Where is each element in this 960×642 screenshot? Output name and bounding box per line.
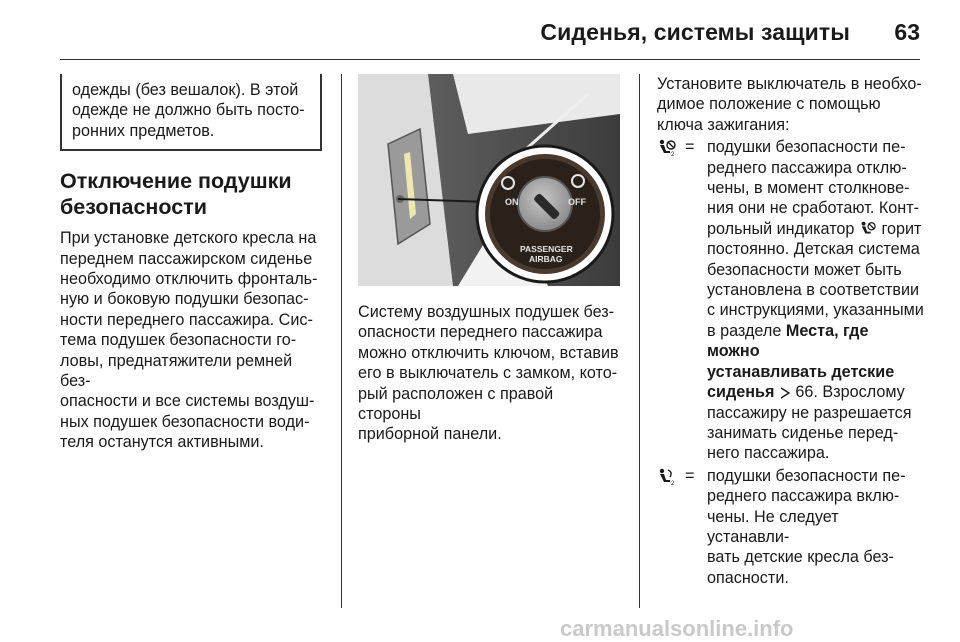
- column-divider-2: [639, 74, 640, 608]
- column-right: [657, 74, 925, 588]
- cross-reference-link[interactable]: Места, где можно: [707, 321, 869, 361]
- text-line: ных подушек безопасности води-: [60, 412, 310, 431]
- text-line: него пассажира.: [707, 444, 830, 463]
- text-line: При установке детского кресла на: [60, 229, 317, 248]
- column-divider-1: [341, 74, 342, 608]
- indicator-description: [707, 466, 925, 588]
- airbag-off-icon: [501, 176, 515, 190]
- text-line: [707, 321, 925, 362]
- text-line: опасности и все системы воздуш-: [60, 392, 315, 411]
- svg-text:2: 2: [671, 152, 675, 158]
- text-line: ния они не сработают. Конт-: [707, 199, 919, 218]
- text-line: подушки безопасности пе-: [707, 138, 906, 157]
- equals-sign: =: [685, 138, 695, 157]
- text-line: установлена в соответствии: [707, 281, 920, 300]
- cross-reference-link[interactable]: сиденья: [707, 383, 775, 402]
- equals-sign: =: [685, 466, 695, 485]
- text-line: переднем пассажирском сиденье: [60, 249, 313, 268]
- text-line: Систему воздушных подушек без-: [358, 303, 615, 321]
- indicator-item-on: [657, 466, 925, 588]
- airbag-switch-figure: [358, 74, 620, 286]
- text-line: тема подушек безопасности го-: [60, 331, 297, 350]
- heading-line: Отключение подушки: [60, 169, 292, 194]
- text-line: рый расположен с правой стороны: [358, 384, 554, 424]
- note-box: [60, 74, 322, 151]
- airbag-off-icon: [657, 139, 677, 157]
- column-left: [60, 74, 322, 453]
- heading-line: безопасности: [60, 195, 207, 220]
- text-line: реднего пассажира вклю-: [707, 487, 900, 506]
- note-line: одежды (без вешалок). В этой: [72, 81, 299, 99]
- text-line: необходимо отключить фронталь-: [60, 270, 318, 289]
- body-text: [60, 228, 322, 452]
- section-heading: [60, 168, 322, 220]
- airbag-off-indicator-icon: [859, 221, 877, 237]
- switch-airbag-label: AIRBAG: [529, 254, 563, 264]
- text-line: вать детские кресла без-: [707, 548, 894, 567]
- column-middle: [358, 74, 620, 445]
- airbag-on-icon: [571, 174, 585, 188]
- text-line: безопасности может быть: [707, 260, 902, 279]
- text-line: его в выключатель с замком, кото-: [358, 364, 618, 383]
- text-line: ную и боковую подушки безопас-: [60, 290, 309, 309]
- text-line: димое положение с помощью: [657, 95, 881, 114]
- watermark: carmanualsonline.info: [560, 616, 794, 641]
- text-line: пассажиру не разрешается: [707, 403, 912, 422]
- text-line: Установите выключатель в необхо-: [657, 75, 922, 93]
- text-span: 66. Взрослому: [795, 383, 905, 402]
- text-line: занимать сиденье перед-: [707, 423, 899, 442]
- text-line: ловы, преднатяжители ремней без-: [60, 351, 293, 391]
- switch-off-label: OFF: [568, 197, 586, 207]
- text-span: горит: [881, 219, 922, 238]
- text-span: в разделе: [707, 321, 782, 340]
- text-line: чены. Не следует устанавли-: [707, 507, 839, 546]
- svg-text:2: 2: [671, 480, 675, 486]
- body-text: [358, 302, 620, 445]
- text-line: постоянно. Детская система: [707, 240, 920, 259]
- text-line: приборной панели.: [358, 425, 502, 444]
- text-span: рольный индикатор: [707, 219, 855, 238]
- text-line: чены, в момент столкнове-: [707, 179, 910, 198]
- text-line: ключа зажигания:: [657, 115, 790, 134]
- text-line: подушки безопасности пе-: [707, 466, 906, 485]
- switch-passenger-label: PASSENGER: [520, 244, 573, 254]
- note-line: одежде не должно быть посто-: [72, 101, 305, 120]
- text-line: теля останутся активными.: [60, 433, 264, 452]
- text-line: опасности.: [707, 568, 789, 587]
- switch-on-label: ON: [505, 197, 519, 207]
- cross-reference-link[interactable]: устанавливать детские: [707, 362, 895, 381]
- airbag-on-icon: [657, 468, 677, 486]
- text-line: можно отключить ключом, вставив: [358, 343, 619, 362]
- page-number: 63: [894, 19, 920, 45]
- indicator-description: [707, 137, 925, 464]
- indicator-item-off: [657, 137, 925, 464]
- text-line: [707, 382, 925, 402]
- page-title: Сиденья, системы защиты: [540, 19, 850, 45]
- text-line: опасности переднего пассажира: [358, 323, 603, 342]
- page-reference-arrow-icon: [779, 386, 791, 400]
- text-line: ности переднего пассажира. Сис-: [60, 310, 313, 329]
- text-line: [707, 219, 925, 239]
- text-line: с инструкциями, указанными: [707, 301, 924, 320]
- intro-text: [657, 74, 925, 135]
- note-line: ронних предметов.: [72, 121, 215, 140]
- text-line: реднего пассажира отклю-: [707, 158, 907, 177]
- page-header: [60, 14, 920, 60]
